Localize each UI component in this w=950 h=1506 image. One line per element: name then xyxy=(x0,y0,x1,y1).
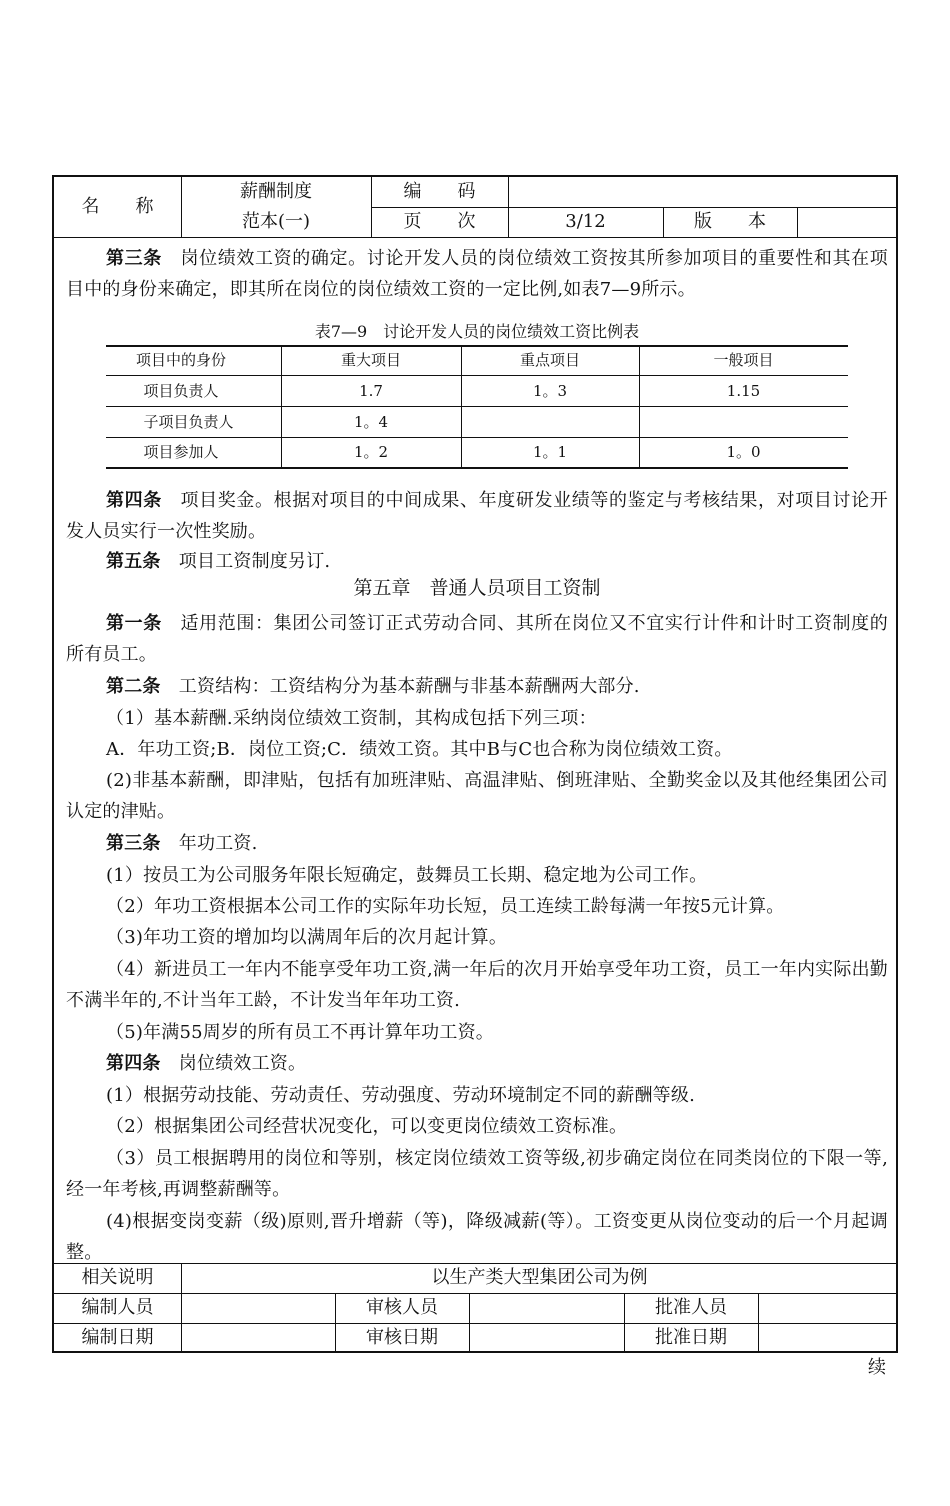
continued-marker: 续 xyxy=(868,1357,886,1378)
approve-date-label: 批准日期 xyxy=(655,1327,727,1348)
article-text: 工资结构：工资结构分为基本薪酬与非基本薪酬两大部分. xyxy=(160,676,640,697)
footer-divider xyxy=(469,1293,470,1353)
article-text: 适用范围：集团公司签订正式劳动合同、其所在岗位又不宜实行计件和计时工资制度的所有员工。 xyxy=(66,613,888,665)
ratio-table xyxy=(106,345,848,469)
paragraph: A．年功工资;B．岗位工资;C．绩效工资。其中B与C也合称为岗位绩效工资。 xyxy=(106,739,733,760)
editor-label: 编制人员 xyxy=(81,1297,154,1318)
table-cell: 1。3 xyxy=(532,382,568,400)
reviewer-label: 审核人员 xyxy=(366,1297,438,1318)
table-cell: 子项目负责人 xyxy=(143,413,234,431)
article-text: 岗位绩效工资。 xyxy=(160,1053,307,1074)
table-cell: 1。0 xyxy=(726,443,761,461)
article-heading: 第四条 xyxy=(106,1053,161,1074)
paragraph: （2）年功工资根据本公司工作的实际年功长短，员工连续工龄每满一年按5元计算。 xyxy=(106,896,785,917)
table-rule xyxy=(106,467,848,469)
table-cell: 1。1 xyxy=(532,443,568,461)
article-text: 项目奖金。根据对项目的中间成果、年度研发业绩等的鉴定与考核结果，对项目讨论开发人员实行一次性奖励。 xyxy=(66,490,888,542)
approver-label: 批准人员 xyxy=(655,1297,727,1318)
paragraph: (1）根据劳动技能、劳动责任、劳动强度、劳动环境制定不同的薪酬等级. xyxy=(106,1085,695,1106)
paragraph: （2）根据集团公司经营状况变化，可以变更岗位绩效工资标准。 xyxy=(106,1116,628,1137)
document-frame xyxy=(52,175,898,1353)
table-cell: 1。4 xyxy=(353,413,389,431)
paragraph: （1）基本薪酬.采纳岗位绩效工资制，其构成包括下列三项： xyxy=(106,708,597,729)
header-divider xyxy=(797,207,798,237)
article-text: 岗位绩效工资的确定。讨论开发人员的岗位绩效工资按其所参加项目的重要性和其在项目中的身份来确定，即其所在岗位的岗位绩效工资的一定比例,如表7—9所示。 xyxy=(66,248,888,300)
table-cell: 1.15 xyxy=(726,382,761,400)
paragraph: (2)非基本薪酬，即津贴，包括有加班津贴、高温津贴、倒班津贴、全勤奖金以及其他经集团公司认定的津贴。 xyxy=(66,770,888,822)
table-cell: 项目参加人 xyxy=(143,443,219,461)
table-cell: 1。2 xyxy=(353,443,389,461)
code-label: 编 码 xyxy=(403,181,476,202)
review-date-label: 审核日期 xyxy=(366,1327,438,1348)
paragraph: （5)年满55周岁的所有员工不再计算年功工资。 xyxy=(106,1022,494,1043)
header-divider xyxy=(54,237,898,238)
version-label: 版 本 xyxy=(694,211,766,232)
paragraph: （3）员工根据聘用的岗位和等别，核定岗位绩效工资等级,初步确定岗位在同类岗位的下限一等,经一年考核,再调整薪酬等。 xyxy=(66,1148,888,1200)
article-heading: 第二条 xyxy=(106,676,161,697)
chapter5-article-2 xyxy=(66,671,888,702)
article-heading: 第三条 xyxy=(106,833,161,854)
name-value-line2: 范本(一) xyxy=(241,211,311,232)
table-cell: 1.7 xyxy=(359,382,383,400)
chapter5-article-4 xyxy=(66,1048,888,1079)
name-label: 名 称 xyxy=(81,196,154,217)
edit-date-label: 编制日期 xyxy=(81,1327,154,1348)
article-heading: 第四条 xyxy=(106,490,162,511)
table-header-cell: 项目中的身份 xyxy=(135,351,226,369)
article-text: 年功工资. xyxy=(160,833,258,854)
paragraph: （4）新进员工一年内不能享受年功工资,满一年后的次月开始享受年功工资，员工一年内实际出勤不满半年的,不计当年工龄，不计发当年年功工资. xyxy=(66,959,888,1011)
chapter5-article-3 xyxy=(66,828,888,859)
chapter5-article-1 xyxy=(66,608,888,670)
name-value-line1: 薪酬制度 xyxy=(240,181,312,202)
table-header-cell: 重点项目 xyxy=(519,351,580,369)
table-cell: 项目负责人 xyxy=(143,382,219,400)
paragraph: （3)年功工资的增加均以满周年后的次月起计算。 xyxy=(106,927,508,948)
article-heading: 第三条 xyxy=(106,248,162,269)
table-header-cell: 重大项目 xyxy=(340,351,401,369)
page-label: 页 次 xyxy=(403,211,476,232)
table-header-cell: 一般项目 xyxy=(713,351,774,369)
footer-divider xyxy=(758,1293,759,1353)
table-caption: 表7—9 讨论开发人员的岗位绩效工资比例表 xyxy=(314,322,640,341)
paragraph: (4)根据变岗变薪（级)原则,晋升增薪（等)，降级减薪(等）。工资变更从岗位变动的后一个月起调整。 xyxy=(66,1211,888,1263)
article-heading: 第五条 xyxy=(106,551,161,572)
chapter-title: 第五章 普通人员项目工资制 xyxy=(353,577,601,599)
article-4-paragraph xyxy=(66,485,888,547)
page-value: 3/12 xyxy=(565,211,606,232)
notes-value: 以生产类大型集团公司为例 xyxy=(431,1267,648,1288)
paragraph: (1）按员工为公司服务年限长短确定，鼓舞员工长期、稳定地为公司工作。 xyxy=(106,865,708,886)
article-3-paragraph xyxy=(66,243,888,305)
article-heading: 第一条 xyxy=(106,613,162,634)
notes-label: 相关说明 xyxy=(81,1267,154,1288)
article-text: 项目工资制度另订. xyxy=(160,551,331,572)
